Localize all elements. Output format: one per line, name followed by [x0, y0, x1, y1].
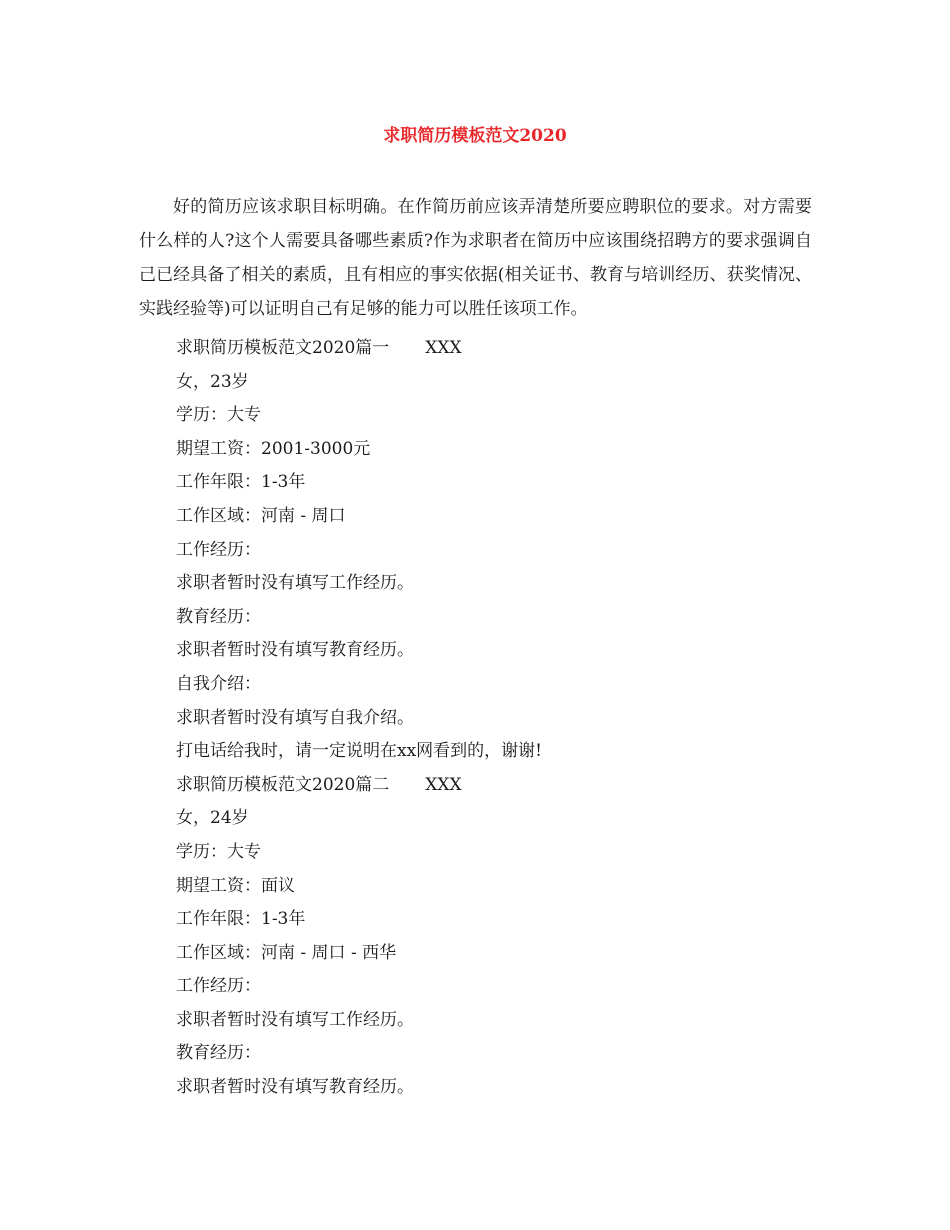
section1-work-years: 工作年限：1-3年: [176, 472, 306, 493]
section2-education-label: 教育经历：: [176, 1043, 261, 1064]
section1-education-level: 学历：大专: [176, 405, 261, 426]
section2-work-years: 工作年限：1-3年: [176, 909, 306, 930]
section1-contact-note: 打电话给我时，请一定说明在xx网看到的，谢谢!: [176, 741, 543, 762]
intro-paragraph: 好的简历应该求职目标明确。在作简历前应该弄清楚所要应聘职位的要求。对方需要什么样的人?这个人需要具备哪些素质?作为求职者在简历中应该围绕招聘方的要求强调自己已经具备了相关的素质，且有相应的事实依据(相关证书、教育与培训经历、获奖情况、实践经验等)可以证明自己有足够的能力可以胜任该项工作。: [139, 197, 812, 319]
section2-expected-salary: 期望工资：面议: [176, 875, 295, 896]
resume-lines: [176, 332, 816, 1105]
section2-name: XXX: [425, 774, 462, 795]
section2-work-history-label: 工作经历：: [176, 976, 261, 997]
section1-heading: 求职简历模板范文2020篇一: [176, 338, 390, 358]
section1-education-text: 求职者暂时没有填写教育经历。: [176, 640, 414, 661]
section2-heading: 求职简历模板范文2020篇二: [176, 774, 390, 795]
section1-self-intro-text: 求职者暂时没有填写自我介绍。: [176, 707, 414, 728]
section1-education-label: 教育经历：: [176, 606, 261, 627]
section1-heading-line: [176, 332, 816, 366]
section2-education-text: 求职者暂时没有填写教育经历。: [176, 1077, 414, 1098]
section1-expected-salary: 期望工资：2001-3000元: [176, 438, 371, 459]
section2-education-level: 学历：大专: [176, 841, 261, 862]
section2-heading-line: [176, 769, 816, 803]
section1-gender-age: 女，23岁: [176, 371, 249, 392]
section2-work-area: 工作区域：河南 - 周口 - 西华: [176, 942, 397, 963]
section1-name: XXX: [425, 338, 462, 358]
section1-work-history-text: 求职者暂时没有填写工作经历。: [176, 573, 414, 594]
document-title: 求职简历模板范文2020: [383, 126, 567, 146]
section1-work-area: 工作区域：河南 - 周口: [176, 505, 346, 526]
section1-self-intro-label: 自我介绍：: [176, 673, 261, 694]
section2-gender-age: 女，24岁: [176, 808, 249, 829]
section1-work-history-label: 工作经历：: [176, 539, 261, 560]
section2-work-history-text: 求职者暂时没有填写工作经历。: [176, 1009, 414, 1030]
